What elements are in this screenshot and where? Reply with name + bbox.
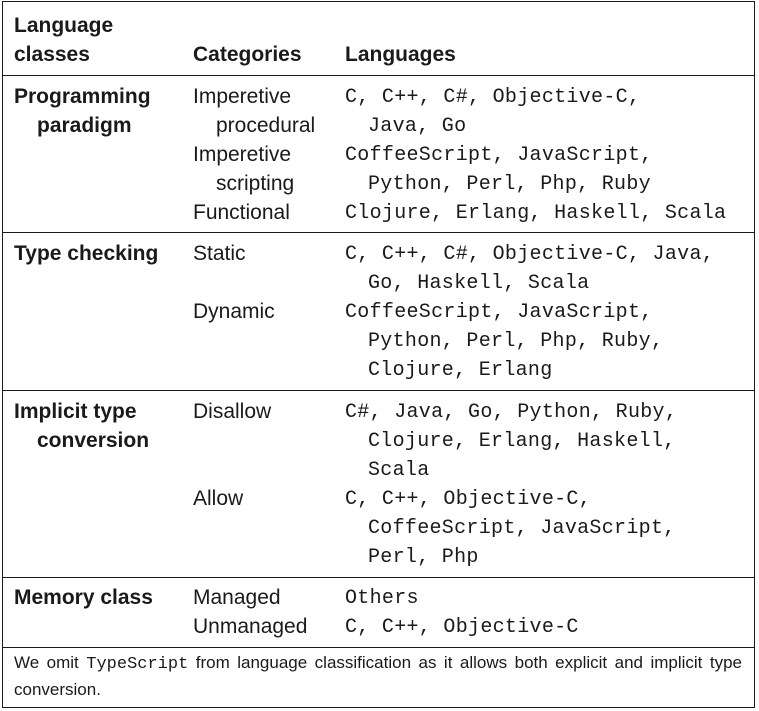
languages-allow-line3: Perl, Php (368, 546, 479, 569)
language-classification-table (2, 1, 755, 708)
languages-static-line2: Go, Haskell, Scala (368, 272, 590, 295)
class-implicit-type-conversion-line1: Implicit type (14, 400, 137, 423)
category-imperetive-procedural-line2: procedural (216, 114, 316, 137)
class-programming-paradigm-line2: paradigm (37, 114, 132, 137)
languages-allow-line1: C, C++, Objective-C, (345, 488, 592, 511)
class-type-checking: Type checking (14, 242, 159, 265)
languages-imperetive-scripting-line2: Python, Perl, Php, Ruby (368, 173, 651, 196)
category-disallow: Disallow (193, 400, 272, 423)
category-imperetive-scripting-line1: Imperetive (193, 143, 292, 166)
category-unmanaged: Unmanaged (193, 615, 308, 638)
section-divider (3, 232, 754, 233)
languages-disallow-line3: Scala (368, 459, 430, 482)
category-dynamic: Dynamic (193, 300, 275, 323)
footnote-divider (3, 647, 754, 648)
languages-imperetive-scripting-line1: CoffeeScript, JavaScript, (345, 144, 653, 167)
footnote-code-typescript: TypeScript (86, 655, 189, 674)
footnote-text-after: from language classification as it allows both explicit and implicit type conversion. (14, 653, 742, 699)
languages-dynamic-line3: Clojure, Erlang (368, 359, 553, 382)
class-programming-paradigm-line1: Programming (14, 85, 151, 108)
class-memory-class: Memory class (14, 586, 153, 609)
header-categories: Categories (193, 43, 302, 66)
languages-disallow-line2: Clojure, Erlang, Haskell, (368, 430, 676, 453)
category-functional: Functional (193, 201, 290, 224)
header-language-classes-line1: Language (14, 14, 114, 37)
languages-managed: Others (345, 587, 419, 610)
footnote-text-before: We omit (14, 653, 87, 672)
languages-imperetive-procedural-line1: C, C++, C#, Objective-C, (345, 86, 641, 109)
languages-imperetive-procedural-line2: Java, Go (368, 115, 467, 138)
languages-dynamic-line2: Python, Perl, Php, Ruby, (368, 330, 664, 353)
category-imperetive-scripting-line2: scripting (216, 172, 295, 195)
languages-allow-line2: CoffeeScript, JavaScript, (368, 517, 676, 540)
header-divider (3, 75, 754, 76)
languages-static-line1: C, C++, C#, Objective-C, Java, (345, 243, 715, 266)
languages-functional: Clojure, Erlang, Haskell, Scala (345, 202, 727, 225)
header-language-classes-line2: classes (14, 43, 90, 66)
languages-disallow-line1: C#, Java, Go, Python, Ruby, (345, 401, 678, 424)
category-managed: Managed (193, 586, 281, 609)
category-imperetive-procedural-line1: Imperetive (193, 85, 292, 108)
category-allow: Allow (193, 487, 244, 510)
languages-unmanaged: C, C++, Objective-C (345, 616, 579, 639)
section-divider (3, 390, 754, 391)
category-static: Static (193, 242, 246, 265)
footnote (14, 650, 742, 702)
header-languages: Languages (345, 43, 456, 66)
languages-dynamic-line1: CoffeeScript, JavaScript, (345, 301, 653, 324)
section-divider (3, 577, 754, 578)
class-implicit-type-conversion-line2: conversion (37, 429, 150, 452)
